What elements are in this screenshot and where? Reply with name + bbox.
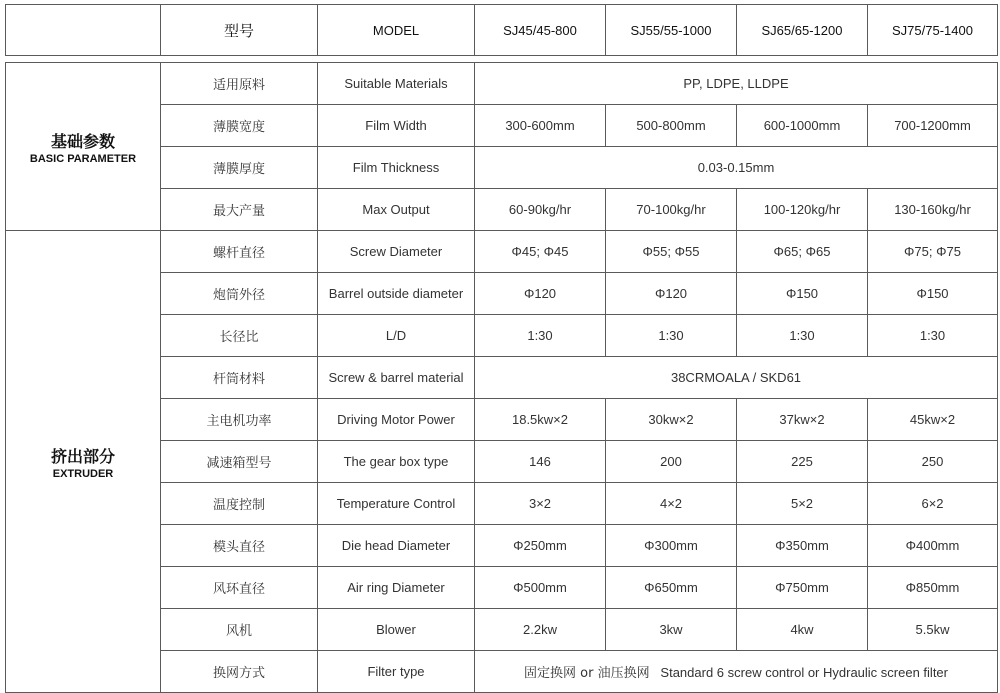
value-cell: 6×2 [868,483,998,525]
value-cell: Φ300mm [606,525,737,567]
header-model-4: SJ75/75-1400 [868,5,998,56]
param-label-en: Film Thickness [318,147,475,189]
value-cell: Φ55; Φ55 [606,231,737,273]
value-cell: 4kw [737,609,868,651]
param-label-en: Temperature Control [318,483,475,525]
param-label-zh: 主电机功率 [161,399,318,441]
param-label-zh: 螺杆直径 [161,231,318,273]
param-label-en: Filter type [318,651,475,693]
value-cell: 1:30 [737,315,868,357]
param-label-zh: 换网方式 [161,651,318,693]
header-model-en: MODEL [318,5,475,56]
param-label-en: Barrel outside diameter [318,273,475,315]
section-title-en: EXTRUDER [52,467,114,480]
value-cell: 500-800mm [606,105,737,147]
header-corner [6,5,161,56]
param-label-zh: 长径比 [161,315,318,357]
param-label-zh: 模头直径 [161,525,318,567]
value-cell: 18.5kw×2 [475,399,606,441]
value-cell: Φ75; Φ75 [868,231,998,273]
value-cell: 3×2 [475,483,606,525]
param-label-zh: 薄膜厚度 [161,147,318,189]
value-cell: Φ350mm [737,525,868,567]
value-cell: 70-100kg/hr [606,189,737,231]
param-label-en: Driving Motor Power [318,399,475,441]
param-label-zh: 风环直径 [161,567,318,609]
merged-value [475,651,998,693]
spec-table [5,4,998,693]
param-label-en: Air ring Diameter [318,567,475,609]
param-label-zh: 温度控制 [161,483,318,525]
param-label-zh: 适用原料 [161,63,318,105]
value-cell: Φ750mm [737,567,868,609]
value-cell: 250 [868,441,998,483]
merged-value: PP, LDPE, LLDPE [475,63,998,105]
value-cell: 37kw×2 [737,399,868,441]
value-cell: 130-160kg/hr [868,189,998,231]
value-cell: Φ150 [737,273,868,315]
value-cell: 200 [606,441,737,483]
value-cell: 2.2kw [475,609,606,651]
value-cell: 1:30 [868,315,998,357]
value-cell: 60-90kg/hr [475,189,606,231]
value-cell: 700-1200mm [868,105,998,147]
value-cell: Φ65; Φ65 [737,231,868,273]
value-cell: 100-120kg/hr [737,189,868,231]
value-cell: Φ120 [606,273,737,315]
param-label-en: Suitable Materials [318,63,475,105]
param-label-en: L/D [318,315,475,357]
value-cell: 30kw×2 [606,399,737,441]
header-model-zh: 型号 [161,5,318,56]
param-label-zh: 杆筒材料 [161,357,318,399]
param-label-zh: 风机 [161,609,318,651]
value-cell: 225 [737,441,868,483]
value-cell: Φ150 [868,273,998,315]
value-cell: Φ45; Φ45 [475,231,606,273]
value-cell: Φ650mm [606,567,737,609]
param-label-zh: 薄膜宽度 [161,105,318,147]
table-row [6,231,998,273]
header-model-2: SJ55/55-1000 [606,5,737,56]
param-label-en: Die head Diameter [318,525,475,567]
param-label-zh: 最大产量 [161,189,318,231]
value-cell: 45kw×2 [868,399,998,441]
table-row [6,63,998,105]
param-label-en: Blower [318,609,475,651]
value-cell: 146 [475,441,606,483]
header-row [6,5,998,56]
value-cell: 600-1000mm [737,105,868,147]
value-cell: Φ120 [475,273,606,315]
section-title-zh: 挤出部分 [50,446,115,466]
param-label-zh: 减速箱型号 [161,441,318,483]
value-cell: Φ250mm [475,525,606,567]
section-title-zh: 基础参数 [50,131,115,151]
header-model-3: SJ65/65-1200 [737,5,868,56]
filter-type-en: Standard 6 screw control or Hydraulic screen filter [660,665,948,680]
param-label-en: Screw & barrel material [318,357,475,399]
param-label-en: The gear box type [318,441,475,483]
section-extruder [6,231,161,693]
value-cell: 1:30 [606,315,737,357]
header-model-1: SJ45/45-800 [475,5,606,56]
value-cell: 3kw [606,609,737,651]
param-label-en: Screw Diameter [318,231,475,273]
merged-value: 0.03-0.15mm [475,147,998,189]
value-cell: 1:30 [475,315,606,357]
value-cell: 300-600mm [475,105,606,147]
param-label-en: Max Output [318,189,475,231]
param-label-zh: 炮筒外径 [161,273,318,315]
value-cell: 4×2 [606,483,737,525]
value-cell: Φ400mm [868,525,998,567]
value-cell: Φ850mm [868,567,998,609]
section-title-en: BASIC PARAMETER [29,152,137,165]
section-basic-parameter [6,63,161,231]
header-gap [6,56,998,63]
filter-type-zh: 固定换网 or 油压换网 [524,666,650,681]
value-cell: 5×2 [737,483,868,525]
param-label-en: Film Width [318,105,475,147]
value-cell: Φ500mm [475,567,606,609]
value-cell: 5.5kw [868,609,998,651]
merged-value: 38CRMOALA / SKD61 [475,357,998,399]
